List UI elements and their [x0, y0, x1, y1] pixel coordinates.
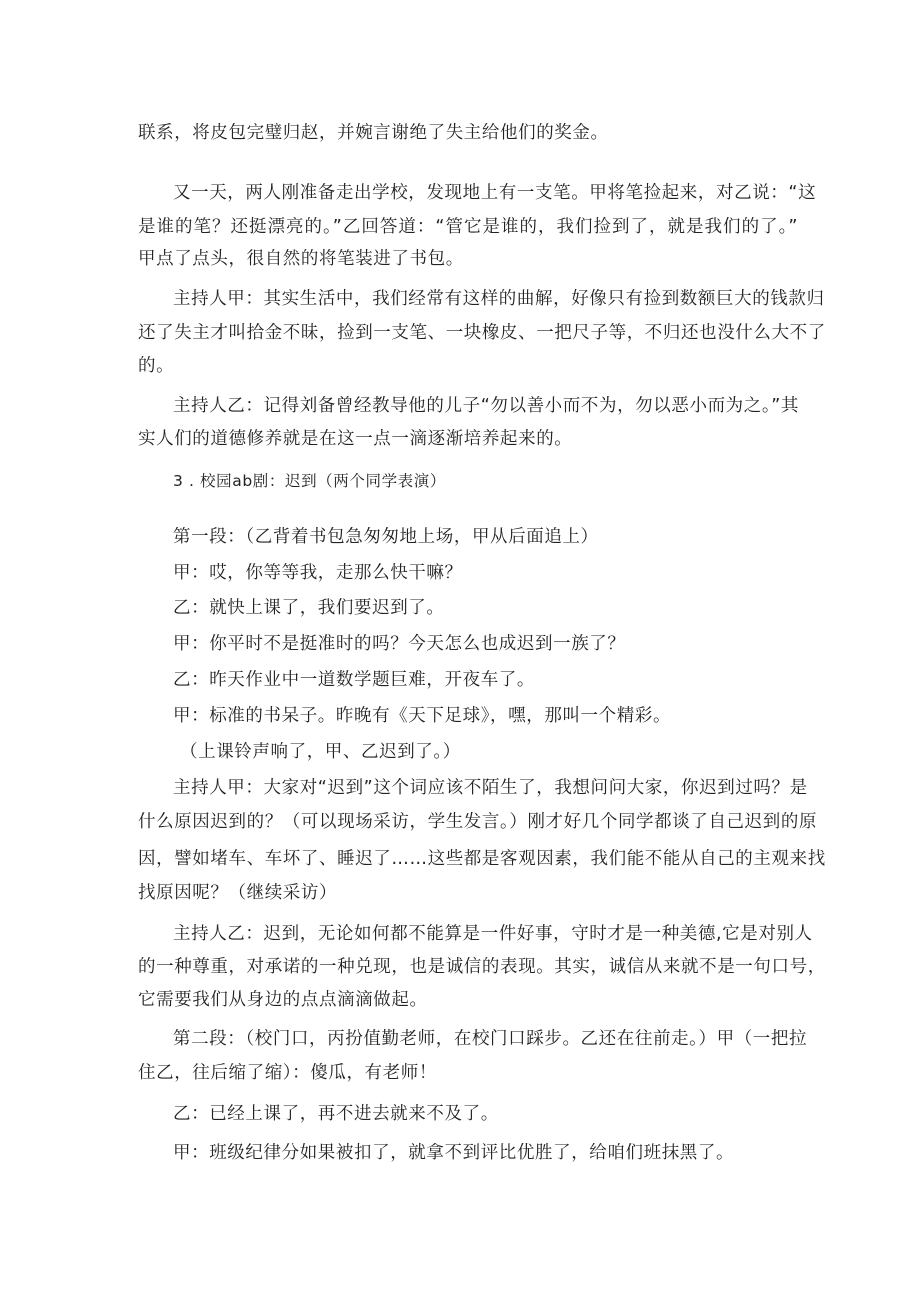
paragraph-line: 甲：哎，你等等我，走那么快干嘛？ — [173, 563, 463, 583]
paragraph-line: 甲：标准的书呆子。昨晚有《天下足球》，嘿，那叫一个精彩。 — [173, 706, 672, 726]
paragraph-line: 甲点了点头，很自然的将笔装进了书包。 — [138, 249, 464, 269]
paragraph-line: 主持人甲：大家对“迟到”这个词应该不陌生了，我想问问大家，你迟到过吗？是 — [173, 778, 808, 798]
paragraph-line: 乙：昨天作业中一道数学题巨难，开夜车了。 — [173, 670, 535, 690]
paragraph-line: 联系，将皮包完璧归赵，并婉言谢绝了失主给他们的奖金。 — [138, 123, 609, 143]
paragraph-line: 主持人甲：其实生活中，我们经常有这样的曲解，好像只有捡到数额巨大的钱款归 — [173, 289, 825, 309]
paragraph-line: 什么原因迟到的？（可以现场采访，学生发言。）刚才好几个同学都谈了自己迟到的原 — [138, 812, 818, 832]
paragraph-line: 第一段：（乙背着书包急匆匆地上场，甲从后面追上） — [173, 527, 599, 547]
paragraph-line: 第二段：（校门口，丙扮值勤老师，在校门口踩步。乙还在往前走。）甲（一把拉 — [173, 1029, 808, 1049]
paragraph-line: 找原因呢？（继续采访） — [138, 883, 338, 903]
paragraph-line: 甲：你平时不是挺准时的吗？今天怎么也成迟到一族了？ — [173, 634, 626, 654]
paragraph-line: 的一种尊重，对承诺的一种兑现，也是诚信的表现。其实，诚信从来就不是一句口号， — [138, 957, 826, 977]
paragraph-line: 它需要我们从身边的点点滴滴做起。 — [138, 990, 428, 1010]
paragraph-line: 的。 — [138, 356, 175, 376]
paragraph-line: 主持人乙：记得刘备曾经教导他的儿子“勿以善小而不为，勿以恶小而为之。”其 — [173, 396, 799, 416]
paragraph-line: 住乙，往后缩了缩）：傻瓜，有老师！ — [138, 1063, 437, 1083]
paragraph-line: 乙：已经上课了，再不进去就来不及了。 — [173, 1104, 499, 1124]
paragraph-line: （上课铃声响了，甲、乙迟到了。） — [180, 742, 461, 762]
paragraph-line: 乙：就快上课了，我们要迟到了。 — [173, 598, 445, 618]
paragraph-line: 甲：班级纪律分如果被扣了，就拿不到评比优胜了，给咱们班抹黑了。 — [173, 1143, 735, 1163]
paragraph-line: 主持人乙：迟到，无论如何都不能算是一件好事，守时才是一种美德,它是对别人 — [173, 924, 813, 944]
section-heading: 3 . 校园ab剧：迟到（两个同学表演） — [173, 472, 446, 490]
paragraph-line: 实人们的道德修养就是在这一点一滴逐渐培养起来的。 — [138, 429, 573, 449]
paragraph-line: 因，譬如堵车、车坏了、睡迟了……这些都是客观因素，我们能不能从自己的主观来找 — [138, 849, 826, 869]
paragraph-line: 又一天，两人刚准备走出学校，发现地上有一支笔。甲将笔捡起来，对乙说：“这 — [173, 183, 817, 203]
paragraph-line: 是谁的笔？还挺漂亮的。”乙回答道：“管它是谁的，我们捡到了，就是我们的了。” — [138, 217, 798, 237]
paragraph-line: 还了失主才叫拾金不昧，捡到一支笔、一块橡皮、一把尺子等，不归还也没什么大不了 — [138, 323, 826, 343]
